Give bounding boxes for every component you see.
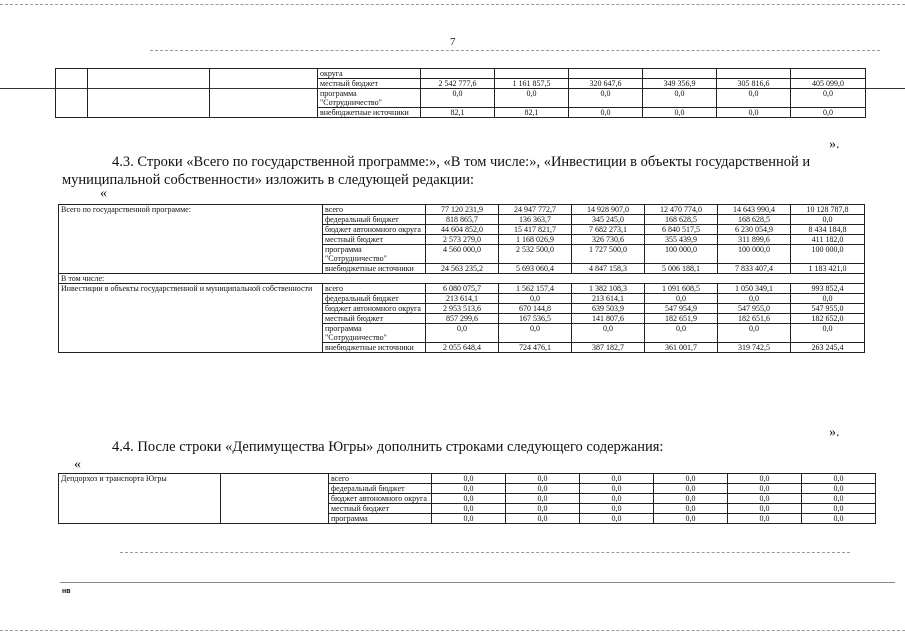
row-label: программа xyxy=(329,514,432,524)
value-cell: 1 183 421,0 xyxy=(791,264,865,274)
value-cell: 724 476,1 xyxy=(499,343,572,353)
paragraph-4-4: 4.4. После строки «Депимущества Югры» дополнить строками следующего содержания: xyxy=(112,439,664,455)
value-cell: 263 245,4 xyxy=(791,343,865,353)
value-cell: 405 099,0 xyxy=(791,79,866,89)
value-cell: 355 439,9 xyxy=(645,235,718,245)
value-cell: 8 434 184,8 xyxy=(791,225,865,235)
table-row xyxy=(59,205,865,215)
value-cell: 0,0 xyxy=(654,484,728,494)
value-cell: 0,0 xyxy=(426,324,499,343)
empty-cell xyxy=(221,474,329,524)
value-cell: 82,1 xyxy=(421,108,495,118)
table-row xyxy=(56,69,866,79)
value-cell: 77 120 231,9 xyxy=(426,205,499,215)
value-cell: 5 006 188,1 xyxy=(645,264,718,274)
value-cell: 0,0 xyxy=(506,494,580,504)
value-cell: 1 382 108,3 xyxy=(572,284,645,294)
value-cell: 182 652,0 xyxy=(791,314,865,324)
value-cell: 345 245,0 xyxy=(572,215,645,225)
value-cell: 818 865,7 xyxy=(426,215,499,225)
value-cell: 4 847 158,3 xyxy=(572,264,645,274)
value-cell: 0,0 xyxy=(802,514,876,524)
value-cell: 1 050 349,1 xyxy=(718,284,791,294)
value-cell: 0,0 xyxy=(643,89,717,108)
value-cell: 14 643 990,4 xyxy=(718,205,791,215)
row-label: внебюджетные источники xyxy=(323,343,426,353)
row-label: бюджет автономного округа xyxy=(329,494,432,504)
value-cell xyxy=(791,69,866,79)
row-label: федеральный бюджет xyxy=(323,215,426,225)
value-cell: 0,0 xyxy=(791,108,866,118)
footer-mark: нв xyxy=(62,588,71,595)
row-label: бюджет автономного округа xyxy=(323,304,426,314)
value-cell: 0,0 xyxy=(728,514,802,524)
value-cell: 5 693 060,4 xyxy=(499,264,572,274)
value-cell: 136 363,7 xyxy=(499,215,572,225)
value-cell: 100 000,0 xyxy=(645,245,718,264)
row-label: всего xyxy=(329,474,432,484)
value-cell: 0,0 xyxy=(717,108,791,118)
scan-artifact-line xyxy=(0,4,905,5)
value-cell: 10 128 787,8 xyxy=(791,205,865,215)
value-cell: 0,0 xyxy=(580,494,654,504)
row-label: местный бюджет xyxy=(318,79,421,89)
value-cell: 82,1 xyxy=(495,108,569,118)
value-cell: 993 852,4 xyxy=(791,284,865,294)
empty-cell xyxy=(210,69,318,118)
top-continuation-table xyxy=(55,68,866,118)
value-cell: 0,0 xyxy=(728,494,802,504)
value-cell: 0,0 xyxy=(717,89,791,108)
value-cell: 326 730,6 xyxy=(572,235,645,245)
value-cell: 167 536,5 xyxy=(499,314,572,324)
value-cell: 0,0 xyxy=(580,514,654,524)
value-cell: 6 840 517,5 xyxy=(645,225,718,235)
value-cell: 0,0 xyxy=(728,484,802,494)
opening-quote: « xyxy=(100,186,107,201)
value-cell: 24 563 235,2 xyxy=(426,264,499,274)
scan-artifact-line xyxy=(120,552,850,553)
value-cell xyxy=(717,69,791,79)
value-cell: 0,0 xyxy=(718,294,791,304)
value-cell: 0,0 xyxy=(569,89,643,108)
value-cell: 1 161 857,5 xyxy=(495,79,569,89)
value-cell: 0,0 xyxy=(495,89,569,108)
value-cell: 0,0 xyxy=(645,324,718,343)
value-cell: 1 091 608,5 xyxy=(645,284,718,294)
value-cell: 0,0 xyxy=(791,294,865,304)
value-cell: 361 001,7 xyxy=(645,343,718,353)
value-cell: 141 807,6 xyxy=(572,314,645,324)
row-label: внебюджетные источники xyxy=(318,108,421,118)
value-cell: 44 604 852,0 xyxy=(426,225,499,235)
value-cell: 1 168 026,9 xyxy=(499,235,572,245)
value-cell: 4 560 000,0 xyxy=(426,245,499,264)
value-cell: 0,0 xyxy=(802,504,876,514)
value-cell: 182 651,6 xyxy=(718,314,791,324)
value-cell: 0,0 xyxy=(580,484,654,494)
value-cell: 305 816,6 xyxy=(717,79,791,89)
row-label: федеральный бюджет xyxy=(323,294,426,304)
value-cell: 547 955,0 xyxy=(718,304,791,314)
value-cell: 0,0 xyxy=(499,294,572,304)
value-cell: 0,0 xyxy=(432,474,506,484)
value-cell: 0,0 xyxy=(802,494,876,504)
value-cell: 349 356,9 xyxy=(643,79,717,89)
value-cell xyxy=(643,69,717,79)
value-cell: 639 503,9 xyxy=(572,304,645,314)
row-label: бюджет автономного округа xyxy=(323,225,426,235)
row-label: местный бюджет xyxy=(329,504,432,514)
row-label: программа "Сотрудничество" xyxy=(323,324,426,343)
value-cell: 0,0 xyxy=(432,504,506,514)
row-label: всего xyxy=(323,284,426,294)
row-label: программа "Сотрудничество" xyxy=(323,245,426,264)
value-cell: 311 899,6 xyxy=(718,235,791,245)
value-cell: 0,0 xyxy=(432,514,506,524)
row-label: местный бюджет xyxy=(323,314,426,324)
table-row xyxy=(59,274,865,284)
paragraph-4-3: 4.3. Строки «Всего по государственной программе:», «В том числе:», «Инвестиции в объекты государственной и муниципальной собственности» изложить в следующей редакции: xyxy=(62,154,811,188)
value-cell: 0,0 xyxy=(802,474,876,484)
value-cell: 320 647,6 xyxy=(569,79,643,89)
value-cell: 7 833 407,4 xyxy=(718,264,791,274)
value-cell: 0,0 xyxy=(654,494,728,504)
scan-artifact-line xyxy=(150,50,880,51)
in-that-number-label: В том числе: xyxy=(59,274,865,284)
main-program-table xyxy=(58,204,865,353)
table-row xyxy=(59,284,865,294)
value-cell: 547 955,0 xyxy=(791,304,865,314)
value-cell: 0,0 xyxy=(654,504,728,514)
value-cell: 14 928 907,0 xyxy=(572,205,645,215)
value-cell: 0,0 xyxy=(572,324,645,343)
bottom-addition-table xyxy=(58,473,876,524)
value-cell: 6 230 054,9 xyxy=(718,225,791,235)
group-label: Всего по государственной программе: xyxy=(59,205,323,274)
scan-artifact-line xyxy=(0,630,905,631)
value-cell: 0,0 xyxy=(432,494,506,504)
value-cell: 1 727 500,0 xyxy=(572,245,645,264)
value-cell: 0,0 xyxy=(791,324,865,343)
value-cell: 100 000,0 xyxy=(791,245,865,264)
value-cell: 0,0 xyxy=(791,215,865,225)
value-cell: 2 573 279,0 xyxy=(426,235,499,245)
value-cell: 12 470 774,0 xyxy=(645,205,718,215)
value-cell: 319 742,5 xyxy=(718,343,791,353)
value-cell: 387 182,7 xyxy=(572,343,645,353)
value-cell: 0,0 xyxy=(654,474,728,484)
value-cell: 0,0 xyxy=(718,324,791,343)
value-cell: 0,0 xyxy=(506,504,580,514)
value-cell: 0,0 xyxy=(643,108,717,118)
value-cell: 182 651,9 xyxy=(645,314,718,324)
row-label: округа xyxy=(318,69,421,79)
row-label: всего xyxy=(323,205,426,215)
row-label: программа "Сотрудничество" xyxy=(318,89,421,108)
value-cell: 0,0 xyxy=(728,474,802,484)
value-cell: 2 055 648,4 xyxy=(426,343,499,353)
value-cell: 0,0 xyxy=(499,324,572,343)
value-cell xyxy=(421,69,495,79)
value-cell: 15 417 821,7 xyxy=(499,225,572,235)
group-label: Депдорхоз и транспорта Югры xyxy=(59,474,221,524)
value-cell: 168 628,5 xyxy=(718,215,791,225)
row-label: местный бюджет xyxy=(323,235,426,245)
value-cell: 0,0 xyxy=(728,504,802,514)
value-cell: 857 299,6 xyxy=(426,314,499,324)
value-cell: 7 682 273,1 xyxy=(572,225,645,235)
closing-quote: ». xyxy=(829,425,840,440)
opening-quote: « xyxy=(74,457,81,472)
row-label: внебюджетные источники xyxy=(323,264,426,274)
scan-artifact-line xyxy=(60,582,895,583)
empty-cell xyxy=(88,69,210,118)
value-cell: 0,0 xyxy=(580,504,654,514)
value-cell: 100 000,0 xyxy=(718,245,791,264)
value-cell: 1 562 157,4 xyxy=(499,284,572,294)
value-cell: 2 532 500,0 xyxy=(499,245,572,264)
row-label: федеральный бюджет xyxy=(329,484,432,494)
value-cell: 2 953 513,6 xyxy=(426,304,499,314)
value-cell: 168 628,5 xyxy=(645,215,718,225)
value-cell: 0,0 xyxy=(432,484,506,494)
value-cell: 0,0 xyxy=(506,484,580,494)
value-cell: 547 954,9 xyxy=(645,304,718,314)
value-cell: 411 182,0 xyxy=(791,235,865,245)
value-cell: 0,0 xyxy=(506,474,580,484)
value-cell: 0,0 xyxy=(421,89,495,108)
value-cell: 0,0 xyxy=(569,108,643,118)
value-cell: 0,0 xyxy=(654,514,728,524)
value-cell: 0,0 xyxy=(645,294,718,304)
closing-quote: ». xyxy=(829,137,840,152)
value-cell: 0,0 xyxy=(802,484,876,494)
value-cell: 0,0 xyxy=(506,514,580,524)
group-label: Инвестиции в объекты государственной и муниципальной собственности xyxy=(59,284,323,353)
value-cell xyxy=(495,69,569,79)
value-cell: 0,0 xyxy=(791,89,866,108)
value-cell: 670 144,8 xyxy=(499,304,572,314)
value-cell: 6 080 075,7 xyxy=(426,284,499,294)
value-cell: 24 947 772,7 xyxy=(499,205,572,215)
value-cell: 213 614,1 xyxy=(426,294,499,304)
value-cell xyxy=(569,69,643,79)
table-row xyxy=(59,474,876,484)
empty-cell xyxy=(56,69,88,118)
value-cell: 0,0 xyxy=(580,474,654,484)
value-cell: 2 542 777,6 xyxy=(421,79,495,89)
value-cell: 213 614,1 xyxy=(572,294,645,304)
page-number: 7 xyxy=(450,36,456,48)
